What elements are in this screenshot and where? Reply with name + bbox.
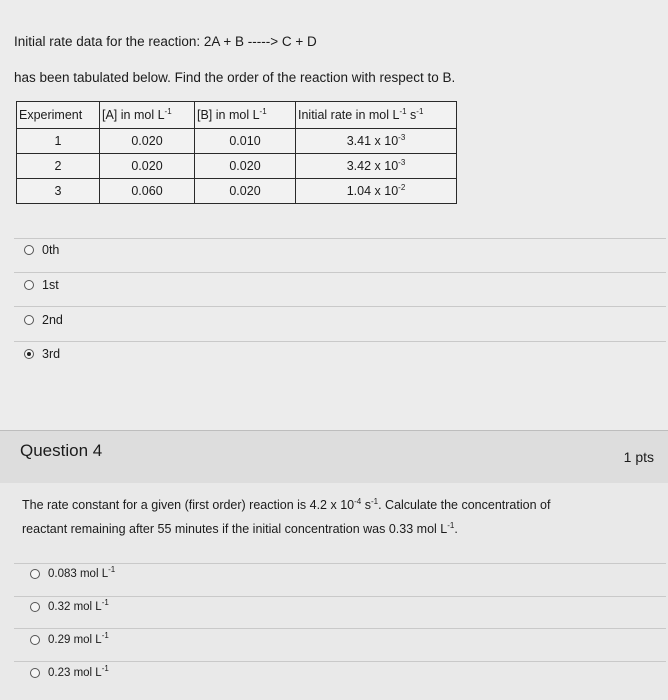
option-label: 1st	[42, 278, 59, 292]
answer-option-0-32[interactable]	[30, 598, 109, 613]
cell-conc-b: 0.020	[195, 154, 296, 179]
divider	[14, 563, 666, 564]
question-4-points: 1 pts	[623, 449, 654, 465]
radio-button[interactable]	[24, 280, 34, 290]
answer-option-0th[interactable]	[24, 243, 59, 257]
header-conc-a: [A] in mol $L^{-1}$	[100, 102, 195, 129]
answer-option-0-23[interactable]	[30, 664, 109, 679]
radio-button[interactable]	[24, 245, 34, 255]
option-label: 0.23 mol $L^{-1}$	[48, 664, 109, 679]
divider	[14, 238, 666, 239]
divider	[14, 272, 666, 273]
cell-rate: 3.41 x $10^{-3}$	[296, 129, 457, 154]
divider	[14, 596, 666, 597]
cell-experiment: 2	[17, 154, 100, 179]
answer-option-0-083[interactable]	[30, 565, 116, 580]
table-row	[17, 154, 457, 179]
radio-button[interactable]	[30, 635, 40, 645]
question-4-text-line2: reactant remaining after 55 minutes if the initial concentration was 0.33 mol $L^{-1}$.	[22, 520, 458, 536]
answer-option-1st[interactable]	[24, 278, 59, 292]
question-3-text-line2: has been tabulated below. Find the order of the reaction with respect to B.	[14, 70, 456, 85]
option-label: 0th	[42, 243, 60, 257]
rate-data-table	[16, 101, 457, 204]
header-initial-rate: Initial rate in mol $L^{-1}$ $s^{-1}$	[296, 102, 457, 129]
radio-button[interactable]	[30, 668, 40, 678]
cell-conc-b: 0.020	[195, 179, 296, 204]
radio-button[interactable]	[24, 315, 34, 325]
cell-conc-b: 0.010	[195, 129, 296, 154]
answer-option-0-29[interactable]	[30, 631, 109, 646]
answer-option-3rd[interactable]	[24, 347, 60, 361]
radio-button-selected[interactable]	[24, 349, 34, 359]
option-label: 3rd	[42, 347, 61, 361]
table-header-row	[17, 102, 457, 129]
header-conc-b: [B] in mol $L^{-1}$	[195, 102, 296, 129]
cell-conc-a: 0.060	[100, 179, 195, 204]
cell-conc-a: 0.020	[100, 154, 195, 179]
option-label: 0.32 mol $L^{-1}$	[48, 598, 109, 613]
header-experiment: Experiment	[17, 102, 100, 129]
radio-button[interactable]	[30, 569, 40, 579]
table-row	[17, 129, 457, 154]
question-4-text-line1: The rate constant for a given (first order) reaction is 4.2 x $10^{-4}$ $s^{-1}$. Calculate the concentration of	[22, 496, 551, 512]
table-row	[17, 179, 457, 204]
cell-experiment: 1	[17, 129, 100, 154]
question-3-text-line1: Initial rate data for the reaction: 2A + B -----> C + D	[14, 34, 317, 49]
option-label: 0.29 mol $L^{-1}$	[48, 631, 109, 646]
divider	[14, 628, 666, 629]
cell-experiment: 3	[17, 179, 100, 204]
radio-button[interactable]	[30, 602, 40, 612]
option-label: 2nd	[42, 313, 63, 327]
cell-rate: 1.04 x $10^{-2}$	[296, 179, 457, 204]
divider	[14, 306, 666, 307]
cell-conc-a: 0.020	[100, 129, 195, 154]
question-4-title: Question 4	[20, 441, 103, 460]
cell-rate: 3.42 x $10^{-3}$	[296, 154, 457, 179]
question-4-header	[0, 430, 668, 484]
divider	[14, 661, 666, 662]
option-label: 0.083 mol $L^{-1}$	[48, 565, 116, 580]
answer-option-2nd[interactable]	[24, 313, 63, 327]
divider	[14, 341, 666, 342]
